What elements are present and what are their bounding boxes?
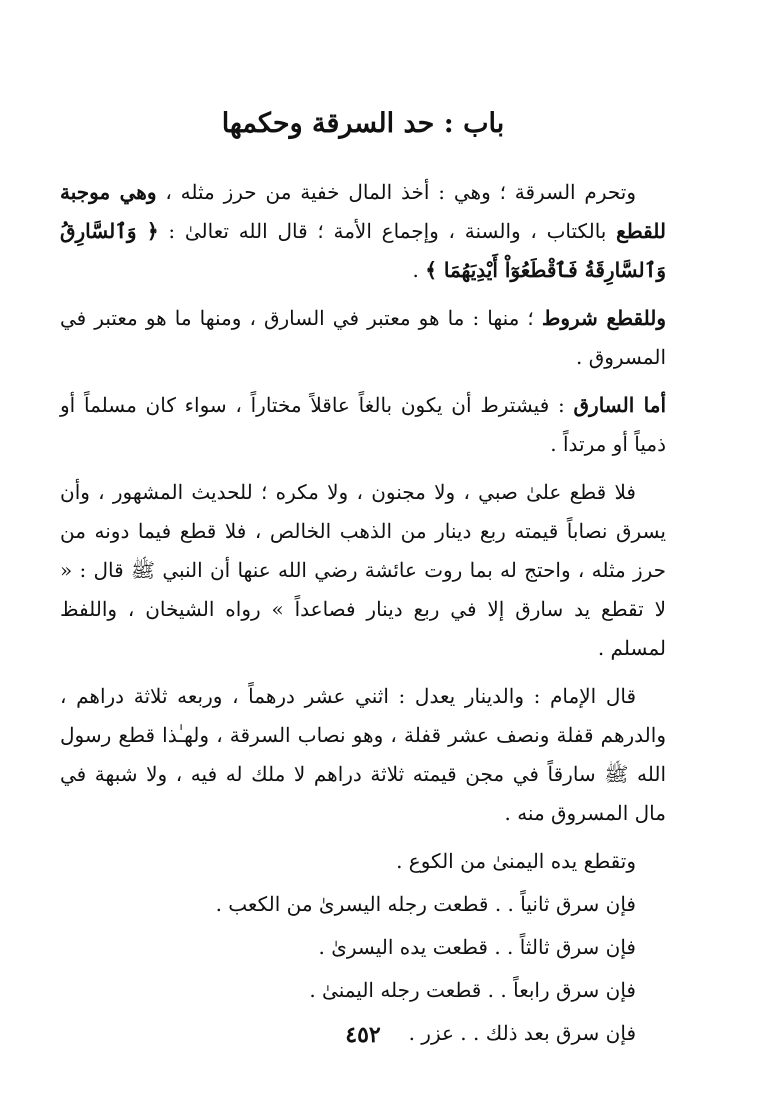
ruling-line: فإن سرق رابعاً . . قطعت رجله اليمنىٰ .	[309, 978, 636, 1002]
paragraph-imam	[60, 677, 666, 833]
book-page	[60, 0, 666, 1100]
body-text	[60, 173, 666, 1057]
bold-phrase: وهي موجبة للقطع	[60, 180, 666, 243]
paragraph-lead: وتحرم السرقة ؛ وهي : أخذ المال خفية من حرز مثله ،	[156, 180, 636, 204]
bold-phrase: أما السارق	[573, 393, 667, 417]
paragraph-end: .	[412, 258, 426, 282]
page-number: ٤٥٢	[345, 1022, 381, 1048]
paragraph-conditions	[60, 299, 666, 377]
paragraph-thief	[60, 386, 666, 464]
paragraph-text: فلا قطع علىٰ صبي ، ولا مجنون ، ولا مكره ؛ للحديث المشهور ، وأن يسرق نصاباً قيمته ربع دينار من الذهب الخالص ، فلا قطع فيما دونه من حرز مثله ، واحتج له بما روت عائشة رضي الله عنها أن النبي ﷺ قال : « لا تقطع يد سارق إلا في ربع دينار فصاعداً » رواه الشيخان ، واللفظ لمسلم .	[60, 480, 666, 660]
bold-phrase: وللقطع شروط	[541, 306, 666, 330]
paragraph-text: ؛ منها : ما هو معتبر في السارق ، ومنها ما هو معتبر في المسروق .	[60, 306, 666, 369]
quran-verse: ﴿ وَٱلسَّارِقُ وَٱلسَّارِقَةُ فَٱقْطَعُوٓاْ أَيْدِيَهُمَا ﴾	[60, 219, 666, 282]
paragraph-definition	[60, 173, 666, 290]
ruling-line: فإن سرق بعد ذلك . . عزر .	[408, 1021, 636, 1045]
paragraph-text: قال الإمام : والدينار يعدل : اثني عشر درهماً ، وربعه ثلاثة دراهم ، والدرهم قفلة ونصف عشر قفلة ، وهو نصاب السرقة ، ولهـٰذا قطع رسول الله ﷺ سارقاً في مجن قيمته ثلاثة دراهم لا ملك له فيه ، ولا شبهة في مال المسروق منه .	[60, 684, 666, 825]
paragraph-text: : فيشترط أن يكون بالغاً عاقلاً مختاراً ، سواء كان مسلماً أو ذمياً أو مرتداً .	[60, 393, 666, 456]
ruling-line: فإن سرق ثالثاً . . قطعت يده اليسرىٰ .	[318, 935, 636, 959]
ruling-line: فإن سرق ثانياً . . قطعت رجله اليسرىٰ من الكعب .	[215, 892, 636, 916]
ruling-line: وتقطع يده اليمنىٰ من الكوع .	[396, 849, 636, 873]
chapter-title: باب : حد السرقة وحكمها	[221, 108, 505, 139]
paragraph-text: بالكتاب ، والسنة ، وإجماع الأمة ؛ قال الله تعالىٰ :	[158, 219, 617, 243]
paragraph-hadith	[60, 473, 666, 668]
